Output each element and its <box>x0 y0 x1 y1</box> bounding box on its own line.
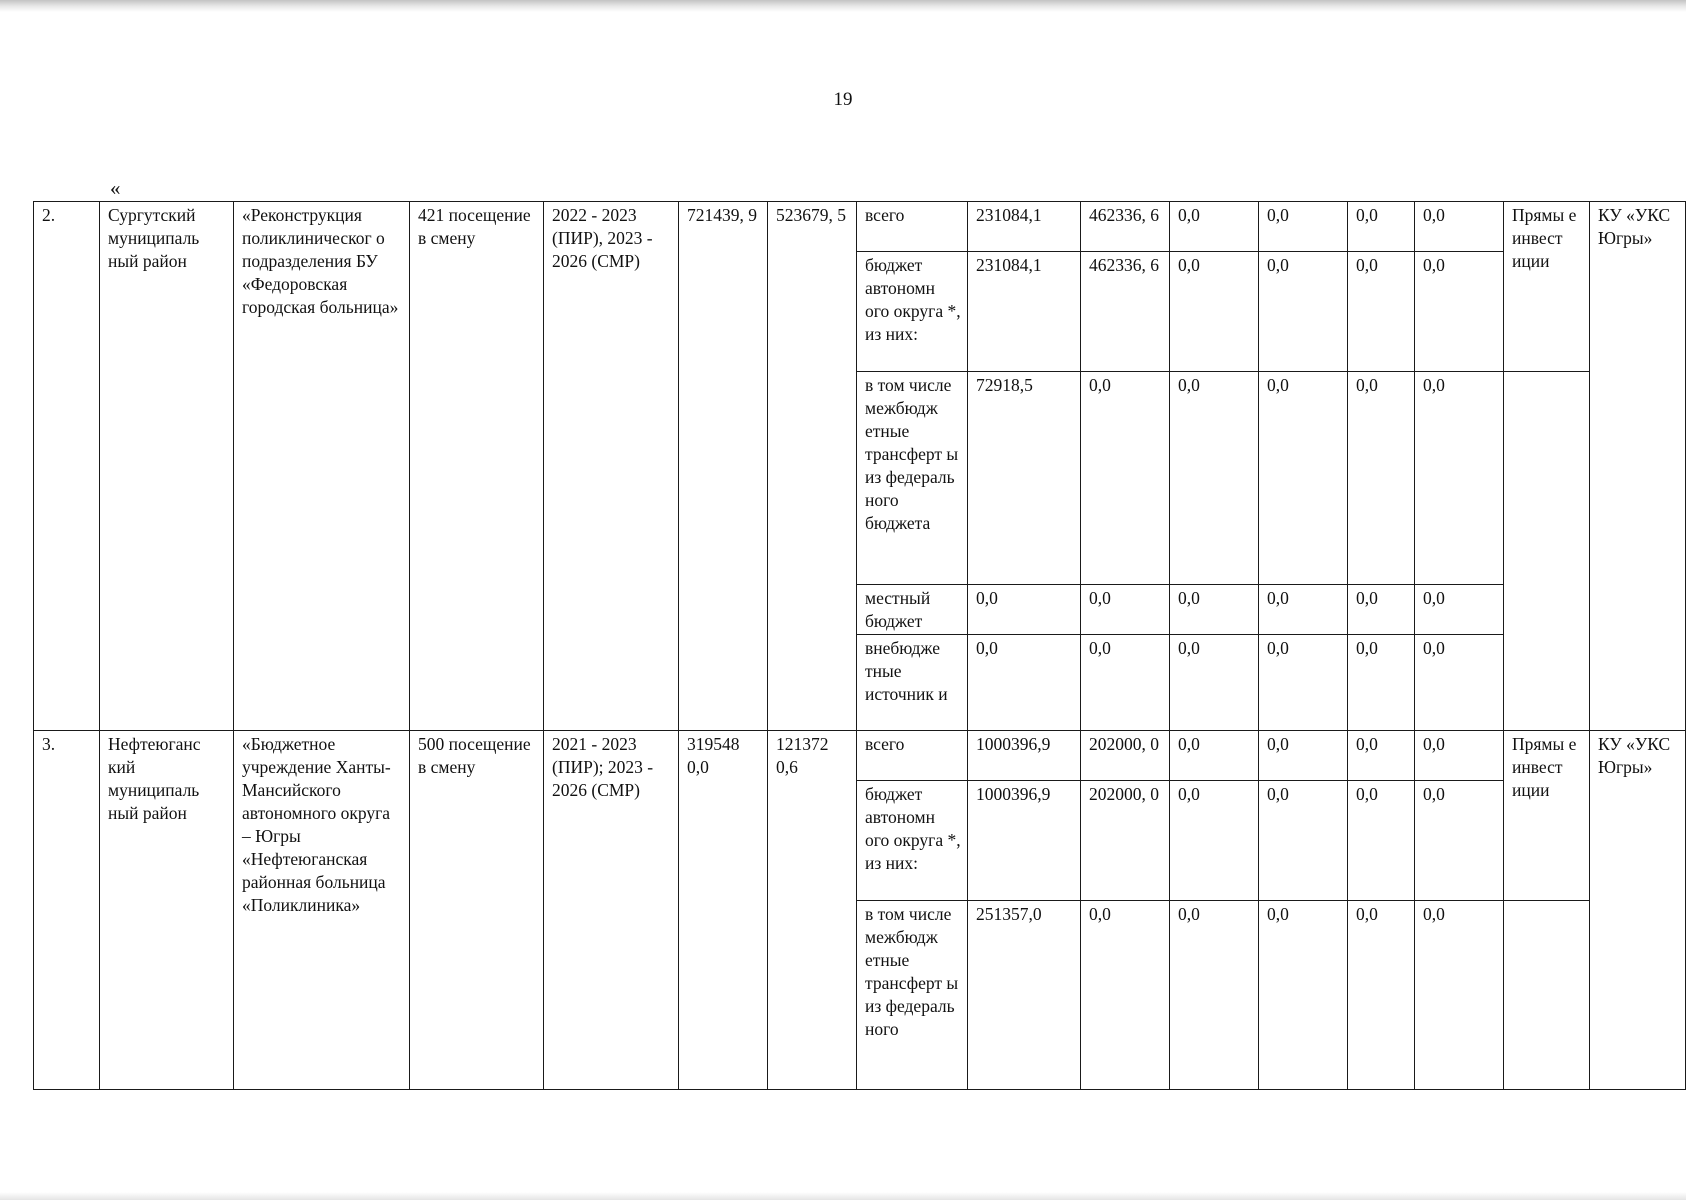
funding-value: 0,0 <box>968 635 1081 731</box>
funding-source: в том числе межбюдж етные трансферт ы из федераль ного бюджета <box>857 372 968 585</box>
funding-value: 0,0 <box>1415 585 1504 635</box>
funding-value: 0,0 <box>1259 202 1348 252</box>
row-number: 2. <box>34 202 100 731</box>
funding-value: 0,0 <box>1170 252 1259 372</box>
table-row <box>34 731 1686 781</box>
page-number: 19 <box>833 89 853 110</box>
funding-value: 0,0 <box>1259 372 1348 585</box>
funding-value: 231084,1 <box>968 252 1081 372</box>
funding-value: 0,0 <box>1170 202 1259 252</box>
funding-value: 0,0 <box>1170 901 1259 1090</box>
funding-source: всего <box>857 202 968 252</box>
customer: КУ «УКС Югры» <box>1590 202 1686 731</box>
funding-value: 462336, 6 <box>1081 202 1170 252</box>
funding-value: 0,0 <box>1348 781 1415 901</box>
funding-value: 0,0 <box>1170 635 1259 731</box>
funding-value: 0,0 <box>1415 901 1504 1090</box>
investment-form: Прямы е инвест иции <box>1504 202 1590 372</box>
funding-source: бюджет автономн ого округа *, из них: <box>857 781 968 901</box>
funding-value: 0,0 <box>968 585 1081 635</box>
funding-value: 0,0 <box>1170 731 1259 781</box>
funding-value: 0,0 <box>1259 901 1348 1090</box>
funding-value: 0,0 <box>1348 372 1415 585</box>
object-name: «Реконструкция поликлиническог о подразделения БУ «Федоровская городская больница» <box>234 202 410 731</box>
funding-value: 231084,1 <box>968 202 1081 252</box>
funding-value: 0,0 <box>1081 901 1170 1090</box>
funding-value: 0,0 <box>1348 731 1415 781</box>
investment-form: Прямы е инвест иции <box>1504 731 1590 901</box>
funding-value: 0,0 <box>1259 585 1348 635</box>
funding-value: 0,0 <box>1415 635 1504 731</box>
funding-value: 0,0 <box>1348 252 1415 372</box>
opening-quote-mark: « <box>110 176 121 200</box>
remaining-cost: 523679, 5 <box>768 202 857 731</box>
funding-value: 0,0 <box>1415 781 1504 901</box>
district-name: Сургутский муниципаль ный район <box>100 202 234 731</box>
funding-value: 462336, 6 <box>1081 252 1170 372</box>
funding-value: 0,0 <box>1170 781 1259 901</box>
funding-value: 202000, 0 <box>1081 731 1170 781</box>
remaining-cost: 121372 0,6 <box>768 731 857 1090</box>
funding-value: 251357,0 <box>968 901 1081 1090</box>
funding-value: 1000396,9 <box>968 781 1081 901</box>
funding-value: 0,0 <box>1259 252 1348 372</box>
investment-table <box>33 201 1686 1090</box>
funding-value: 202000, 0 <box>1081 781 1170 901</box>
funding-value: 0,0 <box>1415 731 1504 781</box>
funding-value: 1000396,9 <box>968 731 1081 781</box>
empty-cell <box>1504 901 1590 1090</box>
funding-value: 0,0 <box>1259 635 1348 731</box>
row-number: 3. <box>34 731 100 1090</box>
capacity: 421 посещение в смену <box>410 202 544 731</box>
funding-value: 0,0 <box>1081 372 1170 585</box>
funding-source: местный бюджет <box>857 585 968 635</box>
implementation-period: 2022 - 2023 (ПИР), 2023 - 2026 (СМР) <box>544 202 679 731</box>
scan-edge-bottom <box>0 1192 1686 1200</box>
funding-source: всего <box>857 731 968 781</box>
funding-value: 0,0 <box>1170 372 1259 585</box>
district-name: Нефтеюганс кий муниципаль ный район <box>100 731 234 1090</box>
funding-value: 72918,5 <box>968 372 1081 585</box>
funding-value: 0,0 <box>1170 585 1259 635</box>
funding-value: 0,0 <box>1081 585 1170 635</box>
capacity: 500 посещение в смену <box>410 731 544 1090</box>
estimated-cost: 721439, 9 <box>679 202 768 731</box>
funding-value: 0,0 <box>1348 585 1415 635</box>
funding-source: бюджет автономн ого округа *, из них: <box>857 252 968 372</box>
funding-source: внебюдже тные источник и <box>857 635 968 731</box>
funding-value: 0,0 <box>1259 731 1348 781</box>
estimated-cost: 319548 0,0 <box>679 731 768 1090</box>
funding-value: 0,0 <box>1348 635 1415 731</box>
funding-value: 0,0 <box>1348 901 1415 1090</box>
funding-value: 0,0 <box>1415 372 1504 585</box>
object-name: «Бюджетное учреждение Ханты- Мансийского автономного округа – Югры «Нефтеюганская районная больница «Поликлиника» <box>234 731 410 1090</box>
implementation-period: 2021 - 2023 (ПИР); 2023 - 2026 (СМР) <box>544 731 679 1090</box>
funding-value: 0,0 <box>1081 635 1170 731</box>
funding-value: 0,0 <box>1259 781 1348 901</box>
table-row <box>34 202 1686 252</box>
empty-cell <box>1504 372 1590 731</box>
table-body <box>34 202 1686 1090</box>
scan-edge-top <box>0 0 1686 12</box>
funding-value: 0,0 <box>1348 202 1415 252</box>
funding-value: 0,0 <box>1415 202 1504 252</box>
customer: КУ «УКС Югры» <box>1590 731 1686 1090</box>
funding-source: в том числе межбюдж етные трансферт ы из федераль ного <box>857 901 968 1090</box>
funding-value: 0,0 <box>1415 252 1504 372</box>
